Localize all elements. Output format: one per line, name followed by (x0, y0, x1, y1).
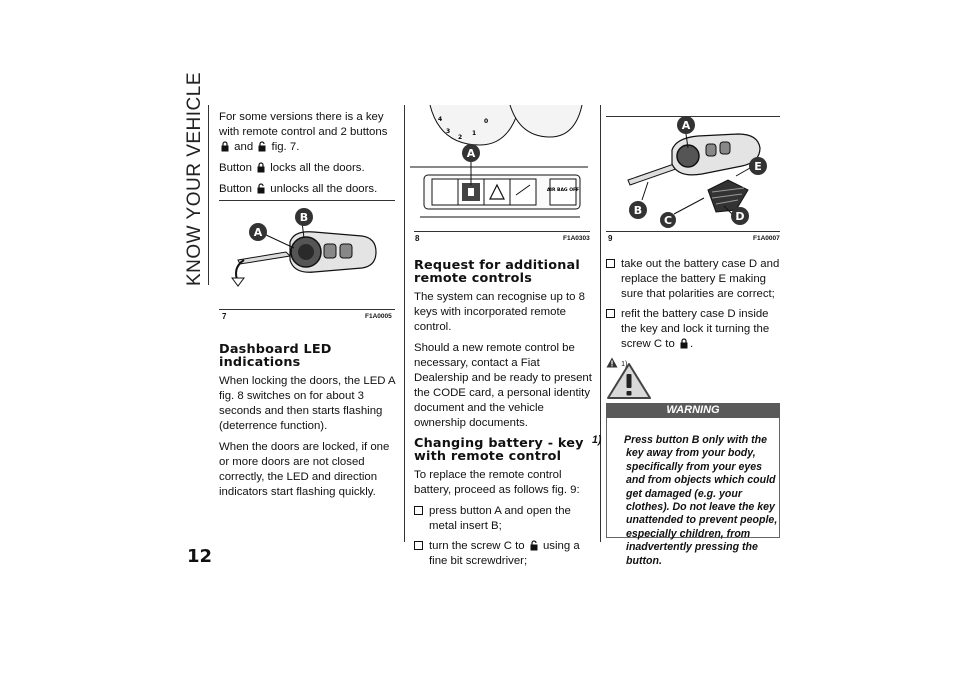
dial-number: 0 (484, 118, 489, 125)
figure-9-label-d: D (735, 210, 745, 223)
column-1 (219, 110, 397, 203)
remotes-paragraph-1: The system can recognise up to 8 keys with incorporated remote control. (414, 291, 585, 333)
figure-7-number: 7 (222, 312, 227, 321)
figure-8-bottom-rule (414, 231, 590, 232)
remotes-paragraph-2: Should a new remote control be necessary, contact a Fiat Dealership and be ready to present the CODE card, a personal identity document and the vehicle ownership documents. (414, 342, 592, 429)
led-paragraph-1: When locking the doors, the LED A fig. 8 switches on for about 3 seconds and then starts flashing (deterrence function). (219, 375, 396, 432)
note-reference: 1) (606, 357, 782, 372)
lock-closed-icon (257, 162, 265, 173)
figure-8-label-a: A (466, 147, 476, 160)
lock-open-icon (258, 141, 266, 152)
figure-9-label-e: E (754, 160, 762, 173)
led-paragraph-2: When the doors are locked, if one or more doors are not closed correctly, the LED and direction indicators start flashing quickly. (219, 441, 390, 498)
figure-8-number: 8 (415, 234, 420, 243)
column-divider-left (208, 105, 209, 285)
dial-number: 4 (438, 116, 443, 123)
figure-9-number: 9 (608, 234, 613, 243)
warning-title: WARNING (606, 403, 780, 418)
column-divider-middle (404, 105, 405, 542)
dial-number: 3 (446, 128, 451, 135)
button-lock-paragraph: Button locks all the doors. (219, 162, 365, 174)
figure-8-code: F1A0303 (563, 235, 590, 242)
dial-number: 2 (458, 134, 463, 141)
figure-7-top-rule (219, 200, 395, 201)
lock-open-icon (530, 540, 538, 551)
column-divider-right (600, 105, 601, 542)
battery-paragraph: To replace the remote control battery, proceed as follows fig. 9: (414, 469, 580, 496)
figure-9-code: F1A0007 (753, 235, 780, 242)
figure-9-bottom-rule (606, 231, 780, 232)
warning-triangle-icon (606, 362, 652, 400)
figure-9-battery-illustration (608, 114, 780, 229)
column-2-text (414, 257, 596, 574)
heading-dashboard-led: Dashboard LED indications (219, 342, 332, 370)
column-3-text (606, 257, 782, 372)
figure-7-bottom-rule (219, 309, 395, 310)
figure-9-label-c: C (663, 214, 673, 227)
airbag-off-label: AIR BAG OFF (546, 188, 580, 193)
figure-8-dashboard-illustration (410, 105, 588, 230)
list-item: press button A and open the metal insert B; (414, 504, 596, 534)
dial-number: 1 (472, 130, 477, 137)
warning-text: 1) Press button B only with the key away from your body, specifically from your eyes and from objects which could get damaged (e.g. your clothes). Do not leave the key unattended to prevent people, especially children, from inadvertently pressing the button. (592, 434, 778, 567)
checkbox-bullet-icon (414, 541, 423, 550)
figure-7-key-illustration (224, 204, 392, 306)
lock-closed-icon (221, 141, 229, 152)
column-1-lower (219, 341, 399, 506)
list-item: take out the battery case D and replace the battery E making sure that polarities are correct; (606, 257, 782, 302)
lock-closed-icon (680, 338, 688, 349)
intro-paragraph: For some versions there is a key with remote control and 2 buttons and fig. 7. (219, 111, 388, 153)
page-number: 12 (187, 546, 213, 567)
checkbox-bullet-icon (606, 309, 615, 318)
lock-open-icon (257, 183, 265, 194)
list-item: refit the battery case D inside the key and lock it turning the screw C to . (606, 307, 782, 352)
figure-7-label-a: A (253, 226, 263, 239)
button-unlock-paragraph: Button unlocks all the doors. (219, 183, 378, 195)
figure-7-label-b: B (299, 211, 309, 224)
checkbox-bullet-icon (606, 259, 615, 268)
checkbox-bullet-icon (414, 506, 423, 515)
heading-changing-battery: Changing battery - key with remote control (414, 436, 584, 464)
section-title: KNOW YOUR VEHICLE (184, 71, 205, 286)
figure-7-code: F1A0005 (365, 313, 392, 320)
figure-9-label-b: B (633, 204, 643, 217)
figure-9-label-a: A (681, 119, 691, 132)
heading-additional-remotes: Request for additional remote controls (414, 258, 580, 286)
list-item: turn the screw C to using a fine bit screwdriver; (414, 539, 596, 569)
